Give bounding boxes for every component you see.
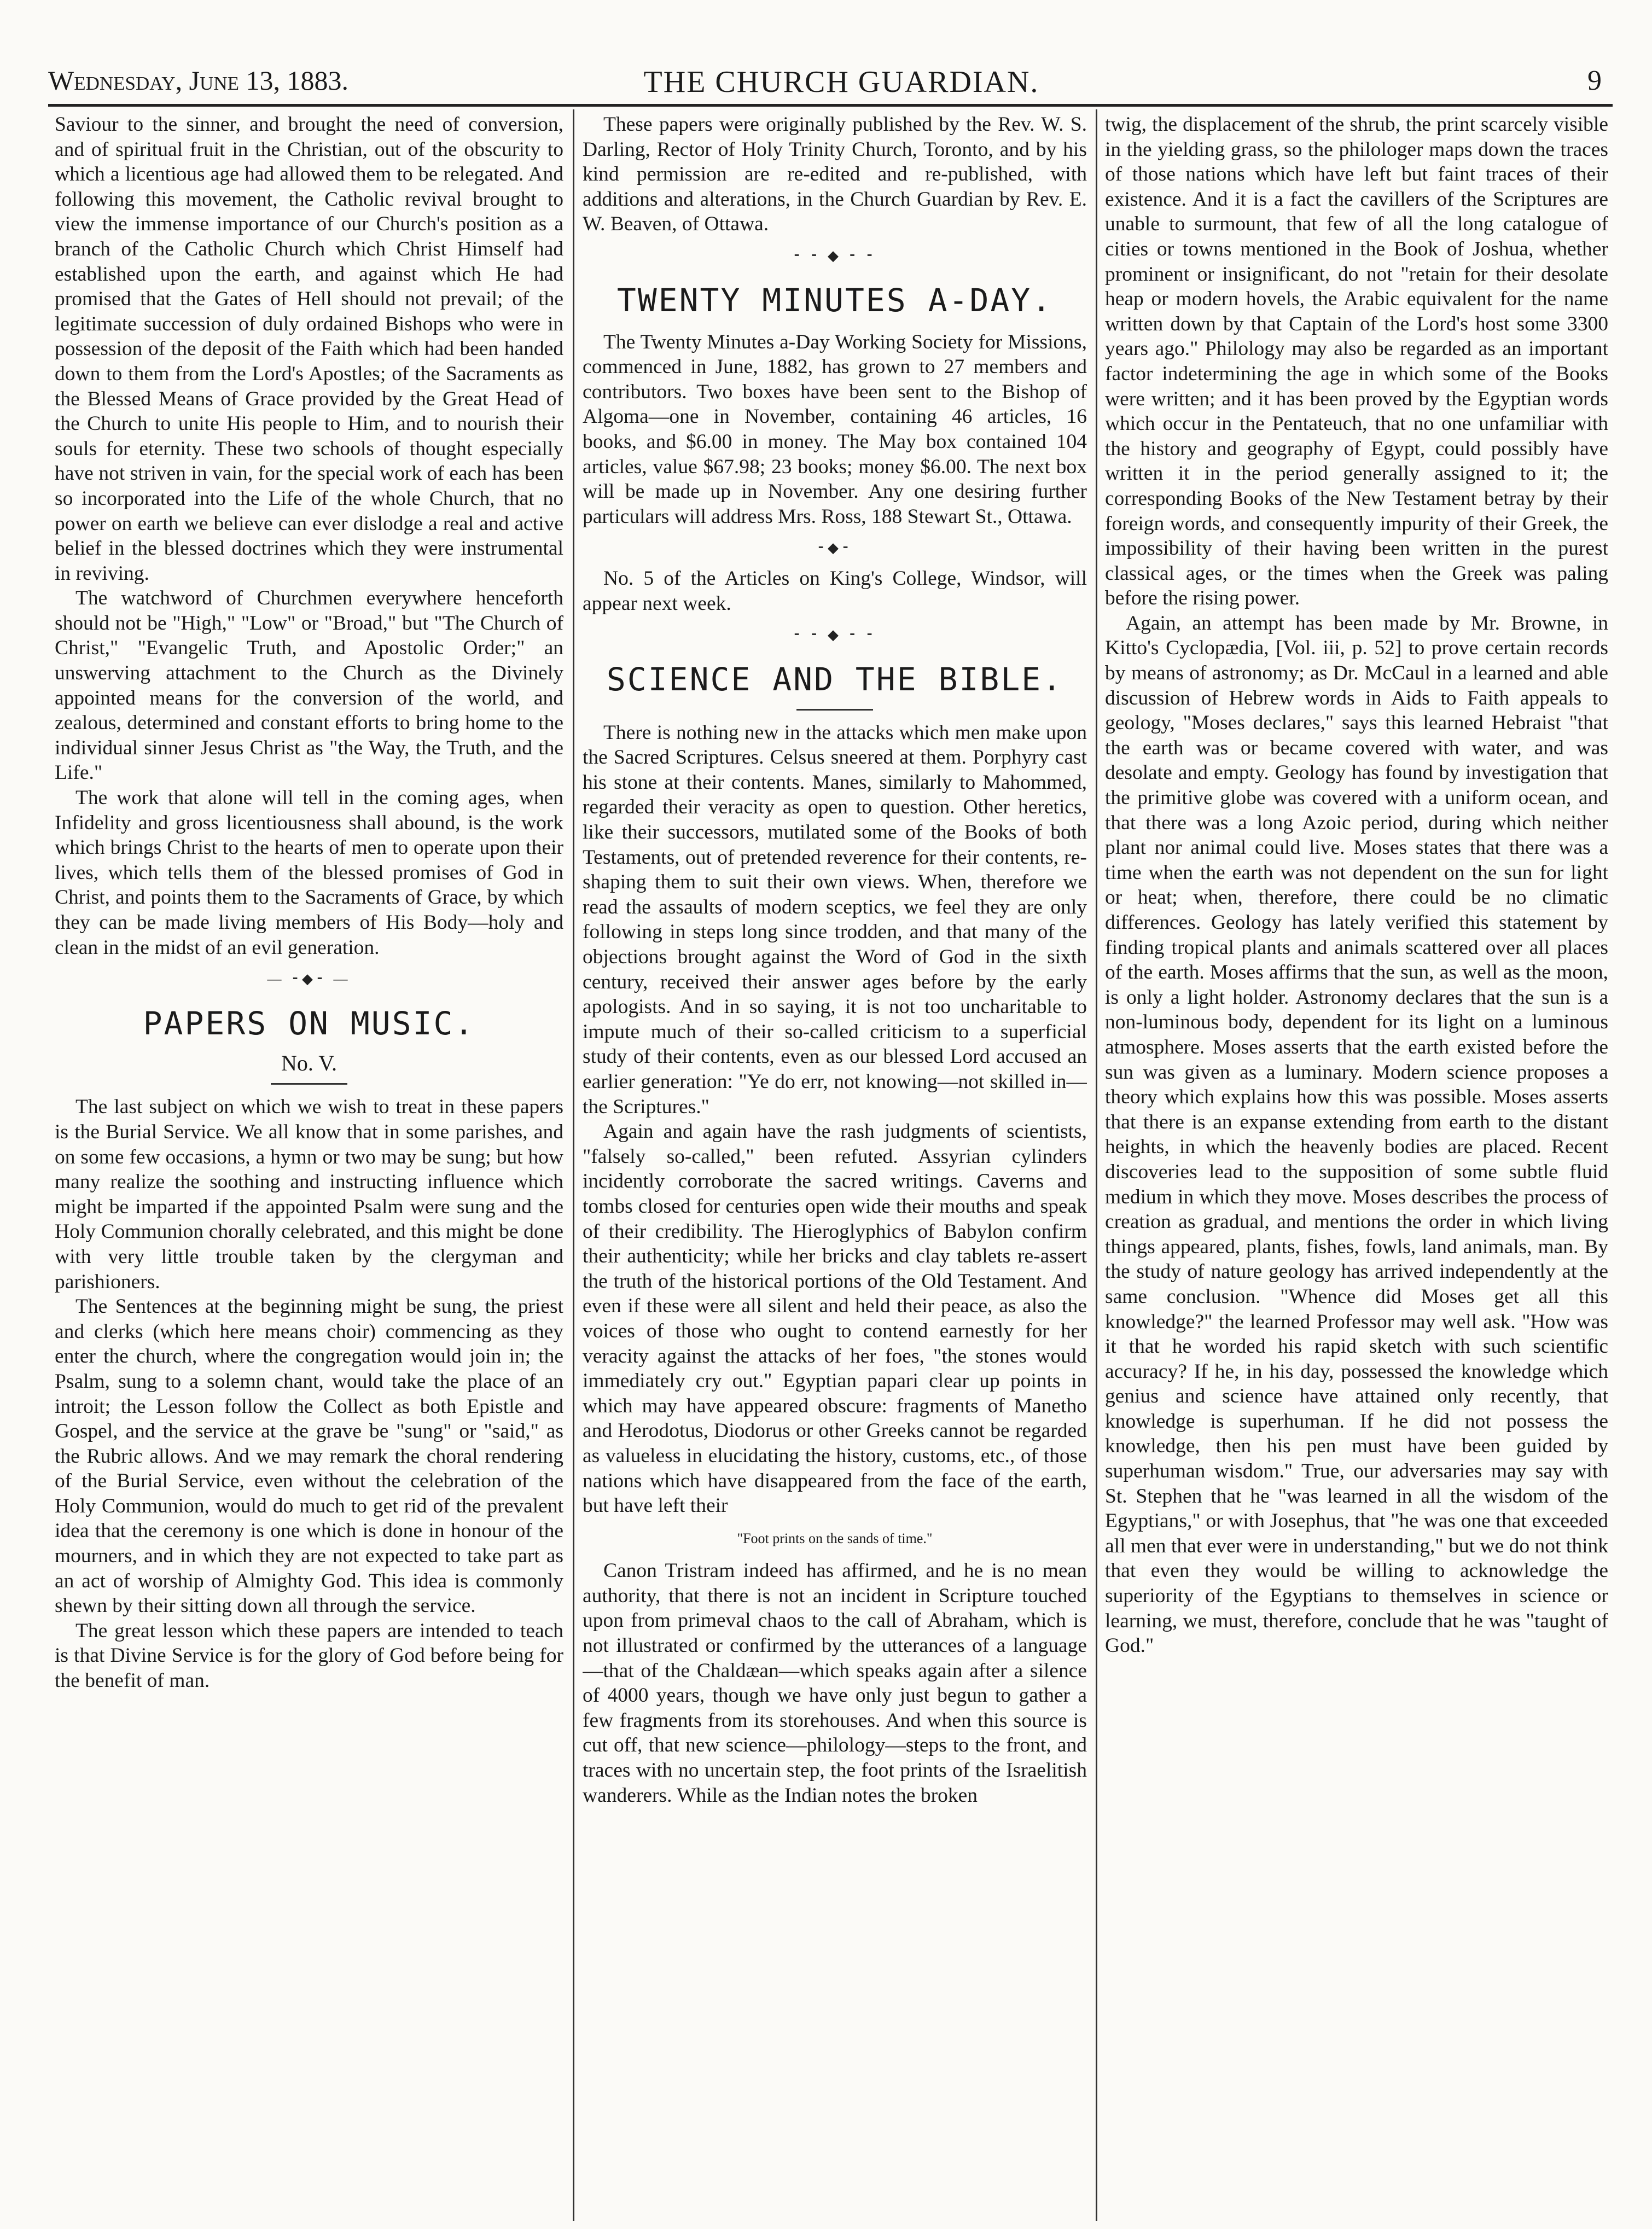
ornament-divider: ⁃ ⁃ ◆ ⁃ ⁃: [793, 627, 876, 643]
section-number: No. V.: [281, 1050, 337, 1075]
column-1: [55, 112, 563, 2213]
article-paragraph: The Sentences at the beginning might be sung, the priest and clerks (which here means choir) commencing as they enter the church, where the congregation would join in; the Psalm, sung to a solemn chant, would take the place of an introit; the Lesson follow the Collect as both Epistle and Gospel, and the service at the grave be "sung" or "said," as the Rubric allows. And we may remark the choral rendering of the Burial Service, even without the celebration of the Holy Communion, would do much to get rid of the prevalent idea that the ceremony is one which is done in honour of the mourners, and in which they are not expected to take part as an act of worship of Almighty God. This idea is commonly shewn by their sitting down all through the service.: [55, 1295, 563, 1617]
section-heading-twenty-minutes: TWENTY MINUTES A-DAY.: [616, 281, 1053, 319]
article-paragraph: Saviour to the sinner, and brought the need of conversion, and of spiritual fruit in the Christian, out of the obscurity to which a licentious age had allowed them to be relegated. And following this movement, the Catholic revival brought to view the immense importance of our Church's position as a branch of the Catholic Church which Christ Himself had established upon the earth, and against which He had promised that the Gates of Hell should not prevail; of the legitimate succession of duly ordained Bishops who were in possession of the deposit of the Faith which had been handed down to them from the Lord's Apostles; of the Sacraments as the Blessed Means of Grace provided by the Great Head of the Church to unite His people to Him, and to nourish their souls for eternity. These two schools of thought especially have not striven in vain, for the special work of each has been so incorporated into the Life of the whole Church, that no power on earth we believe can ever dislodge a real and active belief in the blessed doctrines which they were instrumental in reviving.: [55, 113, 563, 585]
article-paragraph: No. 5 of the Articles on King's College, Windsor, will appear next week.: [583, 567, 1087, 615]
article-paragraph: The Twenty Minutes a-Day Working Society for Missions, commenced in June, 1882, has grown to 27 members and contributors. Two boxes have been sent to the Bishop of Algoma—one in November, containing 46 articles, 16 books, and $6.00 in money. The May box contained 104 articles, value $67.98; 23 books; money $6.00. The next box will be made up in November. Any one desiring further particulars will address Mrs. Ross, 188 Stewart St., Ottawa.: [583, 330, 1087, 528]
column-divider: [573, 109, 574, 2221]
article-paragraph: The last subject on which we wish to treat in these papers is the Burial Service. We all know that in some parishes, and on some few occasions, a hymn or two may be sung; but how many realize the soothing and instructing influence which might be imparted if the appointed Psalm were sung and the Holy Communion chorally celebrated, and this might be done with very little trouble taken by the clergyman and parishioners.: [55, 1096, 563, 1293]
newspaper-title: THE CHURCH GUARDIAN.: [643, 65, 1039, 99]
article-paragraph: The watchword of Churchmen everywhere henceforth should not be "High," "Low" or "Broad," but "The Church of Christ," "Evangelic Truth, and Apostolic Order;" an unswerving attachment to the Church as the Divinely appointed means for the conversion of the world, and zealous, determined and constant efforts to bring home to the individual sinner Jesus Christ as "the Way, the Truth, and the Life.": [55, 587, 563, 784]
article-paragraph: Again and again have the rash judgments of scientists, "falsely so-called," been refuted. Assyrian cylinders incidently corroborate the sacred writings. Caverns and tombs closed for centuries open wide their mouths and speak of their credibility. The Hieroglyphics of Babylon confirm their authenticity; while her bricks and clay tablets re-assert the truth of the historical portions of the Old Testament. And even if these were all silent and held their peace, as also the voices of those who ought to contend earnestly for her veracity against the attacks of her foes, "the stones would immediately cry out." Egyptian papari clear up points in which may have appeared obscure: fragments of Manetho and Herodotus, Diodorus or other Greeks cannot be regarded as valueless in elucidating the history, customs, etc., of those nations which have disappeared from the face of the earth, but have left their: [583, 1120, 1087, 1517]
rule-divider: [271, 1083, 347, 1085]
ornament-divider: — ⁃◆⁃ —: [267, 971, 351, 987]
column-2: [583, 112, 1087, 2213]
ornament-divider: ⁃ ⁃ ◆ ⁃ ⁃: [793, 247, 876, 264]
section-heading-music: PAPERS ON MUSIC.: [143, 1004, 475, 1042]
column-divider: [1096, 109, 1097, 2221]
rule-divider: [796, 709, 873, 711]
page-number: 9: [1587, 65, 1602, 96]
column-3: [1105, 112, 1608, 2213]
issue-date: Wednesday, June 13, 1883.: [48, 65, 348, 96]
ornament-divider: ⁃◆⁃: [817, 540, 852, 556]
article-paragraph: There is nothing new in the attacks which men make upon the Sacred Scriptures. Celsus sneered at them. Porphyry cast his stone at their contents. Manes, similarly to Mahommed, regarded their veracity as open to question. Other heretics, like their successors, mutilated some of the Books of both Testaments, out of pretended reverence for their contents, re-shaping them to suit their own views. When, therefore we read the assaults of modern sceptics, we feel they are only following in steps long since trodden, and that many of the objections brought against the Word of God in the sixth century, received their answer ages before by the early apologists. And in so saying, it is not too uncharitable to impute much of their so-called criticism to a superficial study of their contents, even as our blessed Lord accused an earlier generation: "Ye do err, not knowing—not skilled in—the Scriptures.": [583, 721, 1087, 1118]
article-paragraph: The great lesson which these papers are intended to teach is that Divine Service is for the glory of God before being for the benefit of man.: [55, 1619, 563, 1692]
section-heading-science: SCIENCE AND THE BIBLE.: [606, 660, 1063, 698]
article-paragraph: The work that alone will tell in the coming ages, when Infidelity and gross licentiousness shall abound, is the work which brings Christ to the hearts of men to operate upon their lives, which tells them of the blessed promises of God in Christ, and points them to the Sacraments of Grace, by which they can be made living members of His Body—holy and clean in the midst of an evil generation.: [55, 787, 563, 959]
article-paragraph: These papers were originally published by the Rev. W. S. Darling, Rector of Holy Trinity Church, Toronto, and by his kind permission are re-edited and re-published, with additions and alterations, in the Church Guardian by Rev. E. W. Beaven, of Ottawa.: [583, 113, 1087, 236]
article-paragraph: Again, an attempt has been made by Mr. Browne, in Kitto's Cyclopædia, [Vol. iii, p. 52] to prove certain records by means of astronomy; as Dr. McCaul in a learned and able discussion of Hebrew words in Aids to Faith appeals to geology, "Moses declares," says this learned Hebraist "that the earth was or became covered with water, and was desolate and empty. Geology has found by investigation that the primitive globe was covered with a uniform ocean, and that there was a long Azoic period, during which neither plant nor animal could live. Moses states that there was a time when the earth was not dependent on the sun for light or heat; when, therefore, there could be no climatic differences. Geology has lately verified this statement by finding tropical plants and animals scattered over all places of the earth. Moses affirms that the sun, as well as the moon, is only a light holder. Astronomy declares that the sun is a non-luminous body, dependent for its light on a luminous atmosphere. Moses asserts that the earth existed before the sun was given as a luminary. Modern science proposes a theory which explains how this was possible. Moses asserts that there is an expanse extending from earth to the distant heights, in which the heavenly bodies are placed. Recent discoveries lead to the supposition of some subtle fluid medium in which they move. Moses describes the process of creation as gradual, and mentions the order in which living things appeared, plants, fishes, fowls, land animals, man. By the study of nature geology has arrived independently at the same conclusion. "Whence did Moses get all this knowledge?" the learned Professor may well ask. "How was it that he worded his rapid sketch with such scientific accuracy? If he, in his day, possessed the knowledge which genius and science have attained only recently, that knowledge is superhuman. If he did not possess the knowledge, then his pen must have been guided by superhuman wisdom." True, our adversaries may say with St. Stephen that he "was learned in all the wisdom of the Egyptians," or with Josephus, that "he was one that exceeded all men that ever were in understanding," but we do not think that even they would be willing to acknowledge the superiority of the Egyptians to themselves in science or learning, we must, therefore, conclude that he was "taught of God.": [1105, 612, 1608, 1657]
quotation: "Foot prints on the sands of time.": [737, 1530, 933, 1546]
article-paragraph: Canon Tristram indeed has affirmed, and he is no mean authority, that there is not an incident in Scripture touched upon from primeval chaos to the call of Abraham, which is not illustrated or confirmed by the utterances of a language—that of the Chaldæan—which speaks again after a silence of 4000 years, though we have only just begun to gather a few fragments from its storehouses. And when this source is cut off, that new science—philology—steps to the front, and traces with no uncertain step, the foot prints of the Israelitish wanderers. While as the Indian notes the broken: [583, 1559, 1087, 1807]
article-paragraph: twig, the displacement of the shrub, the print scarcely visible in the yielding grass, so the philologer maps down the traces of those nations which have left but faint traces of their existence. And it is a fact the cavillers of the Scriptures are unable to surmount, that few of all the long catalogue of cities or towns mentioned in the Book of Joshua, whether prominent or insignificant, do not "retain for their desolate heap or modern hovels, the Arabic equivalent for the name written down by that Captain of the Lord's host some 3300 years ago." Philology may also be regarded as an important factor indetermining the age in which some of the Books were written; and it has been proved by the Egyptian words which occur in the Pentateuch, that no one unfamiliar with the history and geography of Egypt, could possibly have written it in the period generally assigned to it; the corresponding Books of the New Testament betray by their foreign words, and consequently impurity of their Greek, the impossibility of their having been written in the purest classical ages, or the times when the Greek was paling before the rising power.: [1105, 113, 1608, 610]
masthead: [48, 61, 1613, 107]
